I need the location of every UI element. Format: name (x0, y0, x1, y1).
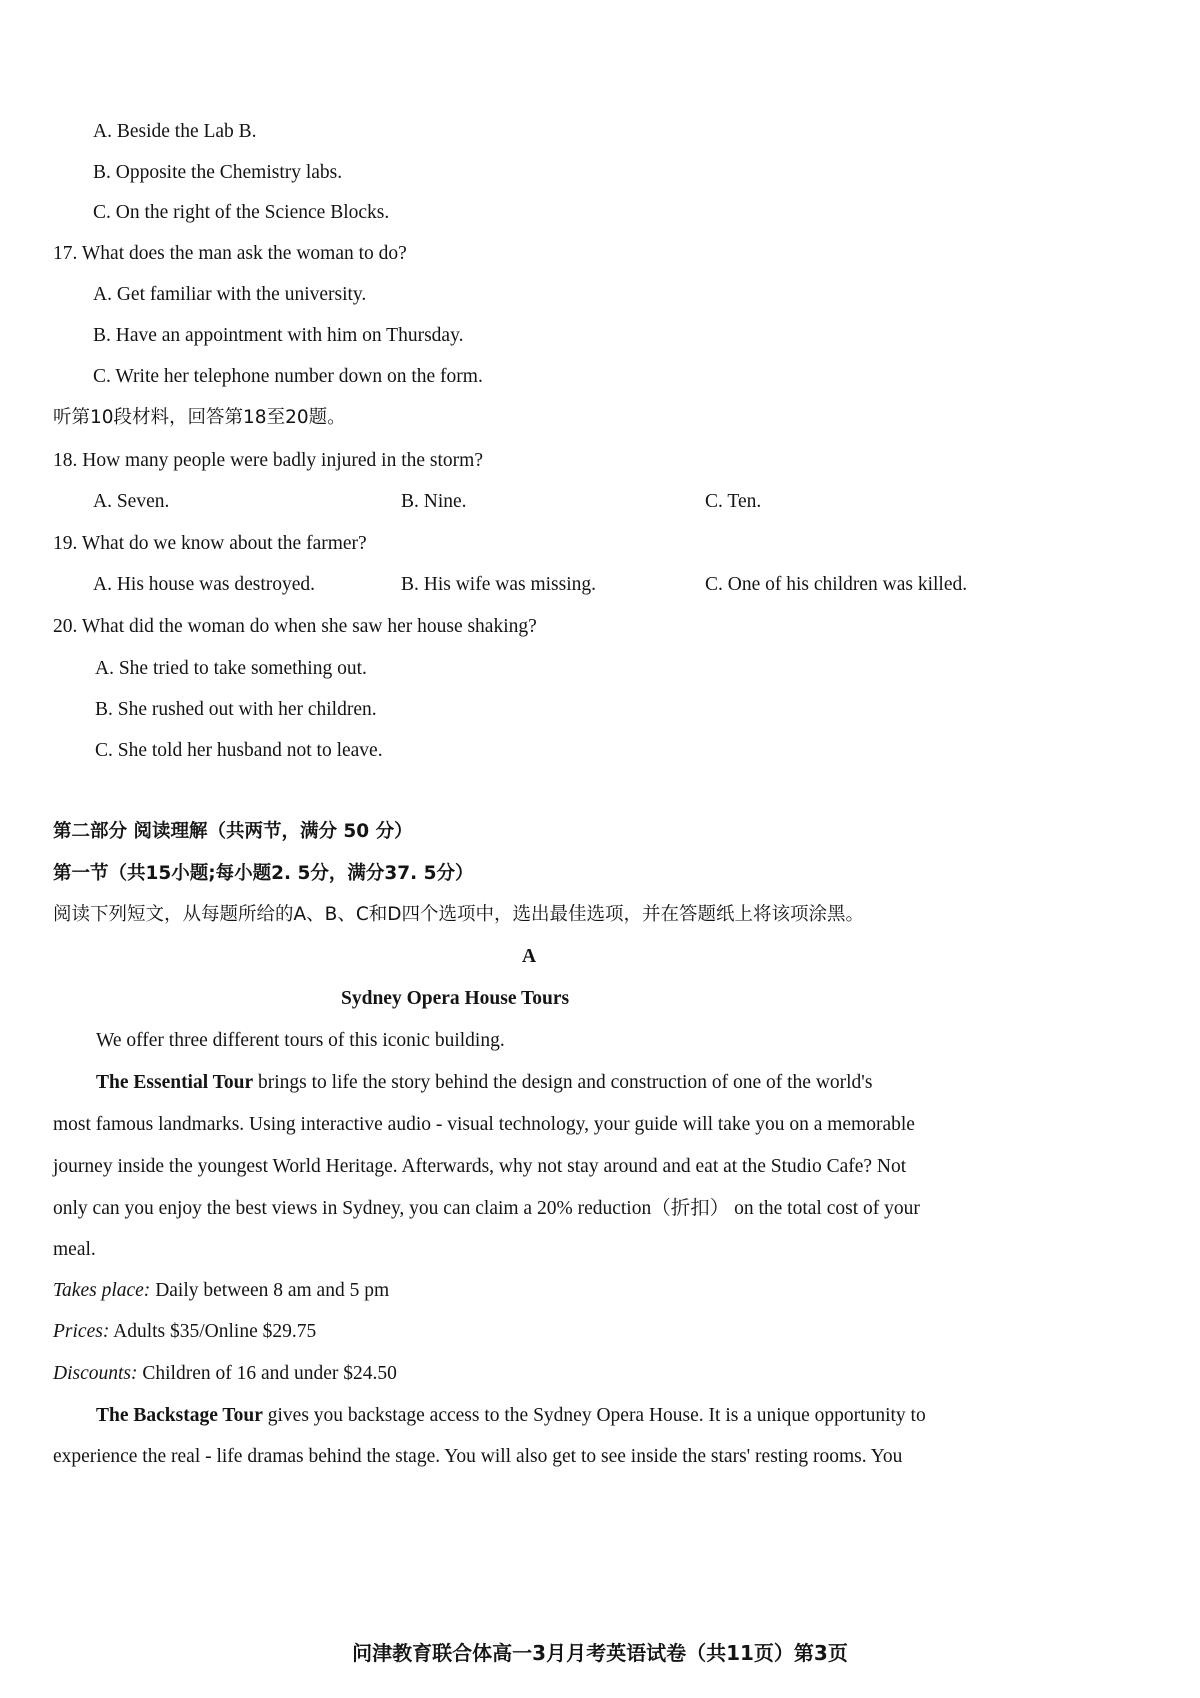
essential-tour-line-2: most famous landmarks. Using interactive audio - visual technology, your guide will take you on a memorable (53, 1114, 915, 1135)
q19-stem: 19. What do we know about the farmer? (53, 533, 367, 554)
q16-option-c: C. On the right of the Science Blocks. (93, 202, 390, 223)
q20-stem: 20. What did the woman do when she saw her house shaking? (53, 616, 537, 637)
prices-value: Adults $35/Online $29.75 (109, 1321, 317, 1342)
discounts-line (53, 1361, 397, 1387)
discounts-label: Discounts: (53, 1363, 138, 1384)
passage-intro: We offer three different tours of this iconic building. (96, 1030, 505, 1051)
takes-place-line (53, 1278, 389, 1304)
backstage-tour-line-2: experience the real - life dramas behind the stage. You will also get to see inside the stars' resting rooms. You (53, 1446, 903, 1467)
backstage-tour-text-1: gives you backstage access to the Sydney Opera House. It is a unique opportunity to (262, 1405, 926, 1426)
part2-section1-heading: 第一节（共15小题;每小题2. 5分，满分37. 5分） (53, 863, 474, 884)
essential-tour-text-1: brings to life the story behind the design and construction of one of the world's (253, 1072, 873, 1093)
passage-title: Sydney Opera House Tours (341, 988, 570, 1009)
q17-option-b: B. Have an appointment with him on Thursday. (93, 325, 464, 346)
essential-tour-line-4: only can you enjoy the best views in Sydney, you can claim a 20% reduction（折扣） on the total cost of your (53, 1198, 920, 1219)
takes-place-label: Takes place: (53, 1280, 151, 1301)
backstage-tour-name: The Backstage Tour (96, 1405, 263, 1426)
q16-option-a: A. Beside the Lab B. (93, 121, 257, 142)
page-footer: 问津教育联合体高一3月月考英语试卷（共11页）第3页 (352, 1641, 848, 1665)
prices-label: Prices: (53, 1321, 110, 1342)
part2-instruction: 阅读下列短文，从每题所给的A、B、C和D四个选项中，选出最佳选项，并在答题纸上将该项涂黑。 (53, 904, 865, 925)
essential-tour-line-5: meal. (53, 1239, 96, 1260)
essential-tour-name: The Essential Tour (96, 1072, 254, 1093)
essential-tour-line-1 (96, 1070, 872, 1096)
part2-heading: 第二部分 阅读理解（共两节，满分 50 分） (53, 821, 413, 842)
q19-option-c: C. One of his children was killed. (705, 574, 968, 595)
q20-option-c: C. She told her husband not to leave. (95, 740, 383, 761)
takes-place-value: Daily between 8 am and 5 pm (150, 1280, 390, 1301)
discounts-value: Children of 16 and under $24.50 (137, 1363, 397, 1384)
q18-option-a: A. Seven. (93, 491, 170, 512)
q17-option-c: C. Write her telephone number down on the form. (93, 366, 483, 387)
q20-option-a: A. She tried to take something out. (95, 658, 367, 679)
q19-option-a: A. His house was destroyed. (93, 574, 316, 595)
q19-option-b: B. His wife was missing. (401, 574, 596, 595)
section10-instruction: 听第10段材料，回答第18至20题。 (53, 407, 346, 428)
q18-stem: 18. How many people were badly injured in the storm? (53, 450, 483, 471)
q17-option-a: A. Get familiar with the university. (93, 284, 367, 305)
q16-option-b: B. Opposite the Chemistry labs. (93, 162, 343, 183)
essential-tour-line-3: journey inside the youngest World Heritage. Afterwards, why not stay around and eat at the Studio Cafe? Not (53, 1156, 907, 1177)
backstage-tour-line-1 (96, 1403, 926, 1429)
q17-stem: 17. What does the man ask the woman to do? (53, 243, 407, 264)
q20-option-b: B. She rushed out with her children. (95, 699, 377, 720)
q18-option-c: C. Ten. (705, 491, 762, 512)
passage-letter: A (522, 946, 537, 967)
q18-option-b: B. Nine. (401, 491, 467, 512)
prices-line (53, 1319, 316, 1345)
